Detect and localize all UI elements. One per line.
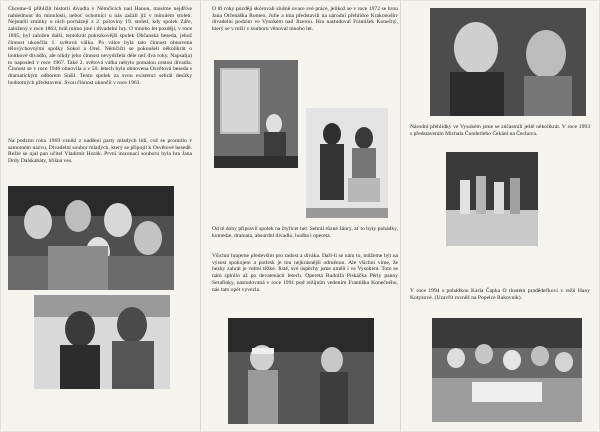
founding-text: Na podzim roku 1969 vznikl z nadšení party mladých lidí, což se promítlo v samotném názvu, Divadelní soubor mladých, který se připojil k Osvětové besedě. Režie se ujal pan učitel Vladimír Horák. První inscenací souboru byla hra Jana Drdy Dalskabáty, hříšná ves.	[8, 138, 192, 165]
vysoke-text: O tři roky později skórovali slušně ovace své práce, jelikož se v roce 1972 se hrou Jana Otčenáška Romeo, Julie a tma představili na národní přehlídce Krakonošův divadelní podzim ve Vysokém nad Jizerou. Hra nastudoval František Konečný, který se v režii v souboru věnoval mnoho let.	[212, 6, 398, 33]
fold-line	[400, 0, 401, 432]
operetta-text: Všichni hrajeme především pro radost a diváka. Daří-li se nám to, můžeme být na výsost spokojeni a potlesk je tou nejkrásnější odměnou. Ale všichni víme, že hezky zahrát je velmi těžké. Jistě, své úspěchy jsme uměli i ve Vysokém. Toto se nám splnilo až po devatenácti letech. Opereta Rudolfa Piskáčka Perly panny Serafinky, nastudovaná v roce 1991 pod režijním vedením Františka Konečného, nás tam opět vyvezla.	[212, 253, 398, 293]
history-intro-text: Chceme-li přiblížit historii divadla v Němčicích nad Hanou, musíme nejdříve nahlédnout do minulosti, neboť ochotníci u nás začali již v minulém století. Nejstarší zmínky o nich pocházejí z 2. poloviny 19. století, kdy spolek Záře, založený v roce 1863, hrál mimo jiné i divadelní hry. O mnoho let později, v roce 1895, byl založen další, tentokrát pokrokovější spolek Občanská beseda, jehož činnost ukončila 1. světová válka. Po válce byla tato činnost obnovena tělovýchovnými spolky Sokol a Orel. Němčičtí se pokoušeli několikrát o loutkové divadlo, ale nikdy jeho činnost nevydržela déle než dva roky. Napsal(a) to naposled v roce 1967. Také 2. světová válka nebylo pomalou cestou divadla. Činnost se v roce 1946 obnovila a v 50. letech byla obnovena Osvětová beseda s dramatickým odborem Sušil. Tento spolek za svou existenci sehrál desítky hodnotných představení. Svou činnost ukončil v roce 1963.	[8, 6, 192, 86]
two-actors-photo	[34, 295, 170, 389]
ensemble-scene-photo	[432, 318, 582, 422]
festival-text: Národní přehlídky ve Vysokém jsme se zúčastnili ještě několikrát. V roce 1993 s představením Michala Čunderleho Čekání na Čechova.	[410, 124, 590, 137]
cast-group-photo	[8, 186, 174, 290]
pohadka-text: V roce 1994 s pohádkou Karla Čapka O tlustém pradědečkovi v režii Hany Kotyzové. (Uzavřít rovněž na Popelce Rakovník).	[410, 288, 590, 301]
actor-closeup-photo	[430, 8, 586, 116]
fold-line	[200, 0, 201, 432]
stage-scene-photo	[214, 60, 298, 168]
operetta-scene-photo	[228, 318, 374, 424]
repertoire-text: Od té doby připravil spolek na čtyřicet her. Sehrál různé žánry, ať to byly pohádky, komedie, dramata, absurdní divadlo, hudba i opereta.	[212, 226, 398, 239]
duet-scene-photo	[306, 108, 388, 218]
fairy-tale-scene-photo	[446, 152, 538, 246]
